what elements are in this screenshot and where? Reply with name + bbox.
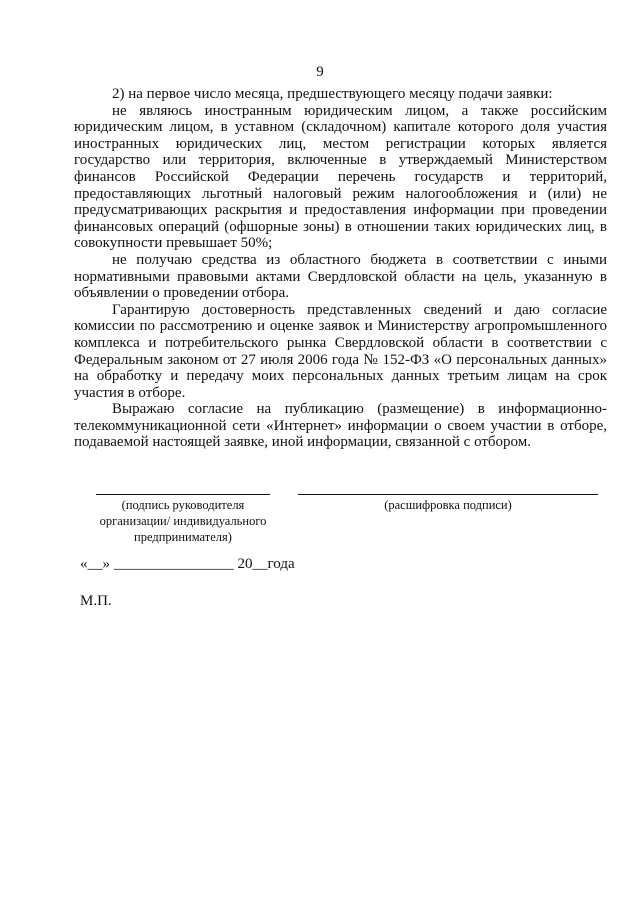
paragraph-clause-2: 2) на первое число месяца, предшествующего месяцу подачи заявки:	[112, 86, 553, 102]
signature-transcript-caption: (расшифровка подписи)	[384, 498, 512, 512]
signature-line	[96, 494, 270, 495]
stamp-place-label: М.П.	[80, 593, 112, 609]
document-body	[74, 86, 607, 451]
page-number: 9	[316, 64, 324, 80]
paragraph-personal-data-consent: Гарантирую достоверность представленных сведений и даю согласие комиссии по рассмотрению и оценке заявок и Министерству агропромышленного комплекса и потребительского рынка Свердловской области в соответствии с Федеральным законом от 27 июля 2006 года № 152-ФЗ «О персональных данных» на обработку и передачу моих персональных данных третьим лицам на срок участия в отборе.	[74, 301, 607, 401]
paragraph-no-budget-funds: не получаю средства из областного бюджета в соответствии с иными нормативными правовыми актами Свердловской области на цель, указанную в объявлении о проведении отбора.	[74, 251, 607, 302]
paragraph-not-foreign-entity: не являюсь иностранным юридическим лицом, а также российским юридическим лицом, в уставном (складочном) капитале которого доля участия иностранных юридических лиц, местом регистрации которых является государство или территория, включенные в утверждаемый Министерством финансов Российской Федерации перечень государств и территорий, предоставляющих льготный налоговый режим налогообложения и (или) не предусматривающих раскрытия и предоставления информации при проведении финансовых операций (офшорные зоны) в отношении таких юридических лиц, в совокупности превышает 50%;	[74, 102, 607, 252]
signature-caption: (подпись руководителя организации/ индивидуального предпринимателя)	[99, 498, 267, 544]
date-line: «__» ________________ 20__года	[80, 556, 295, 572]
signature-transcript-line	[298, 494, 598, 495]
paragraph-publication-consent: Выражаю согласие на публикацию (размещение) в информационно-телекоммуникационной сети «Интернет» информации о своем участии в отборе, подаваемой настоящей заявке, иной информации, связанной с отбором.	[74, 401, 607, 451]
